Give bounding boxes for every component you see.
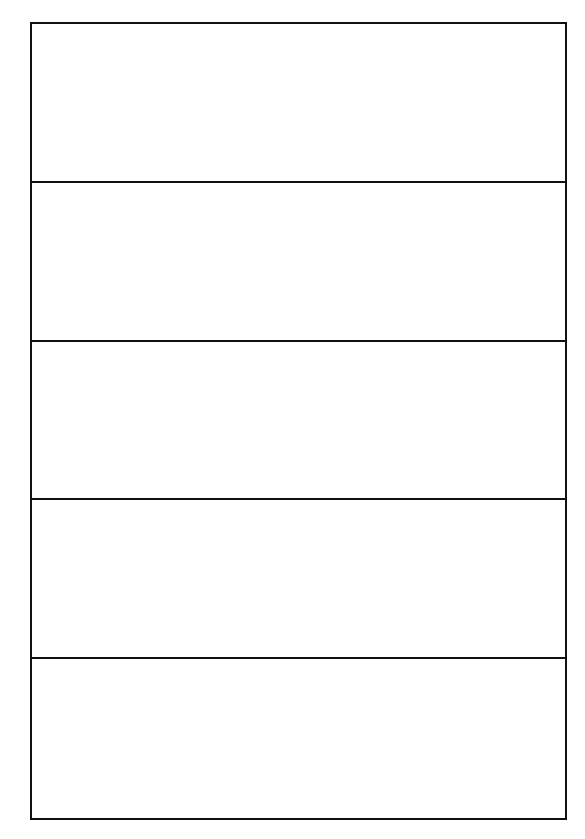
chronology-table <box>30 22 567 820</box>
table-block <box>32 659 565 818</box>
table-block <box>32 342 565 501</box>
table-block <box>32 500 565 659</box>
table-block <box>32 24 565 183</box>
table-block <box>32 183 565 342</box>
